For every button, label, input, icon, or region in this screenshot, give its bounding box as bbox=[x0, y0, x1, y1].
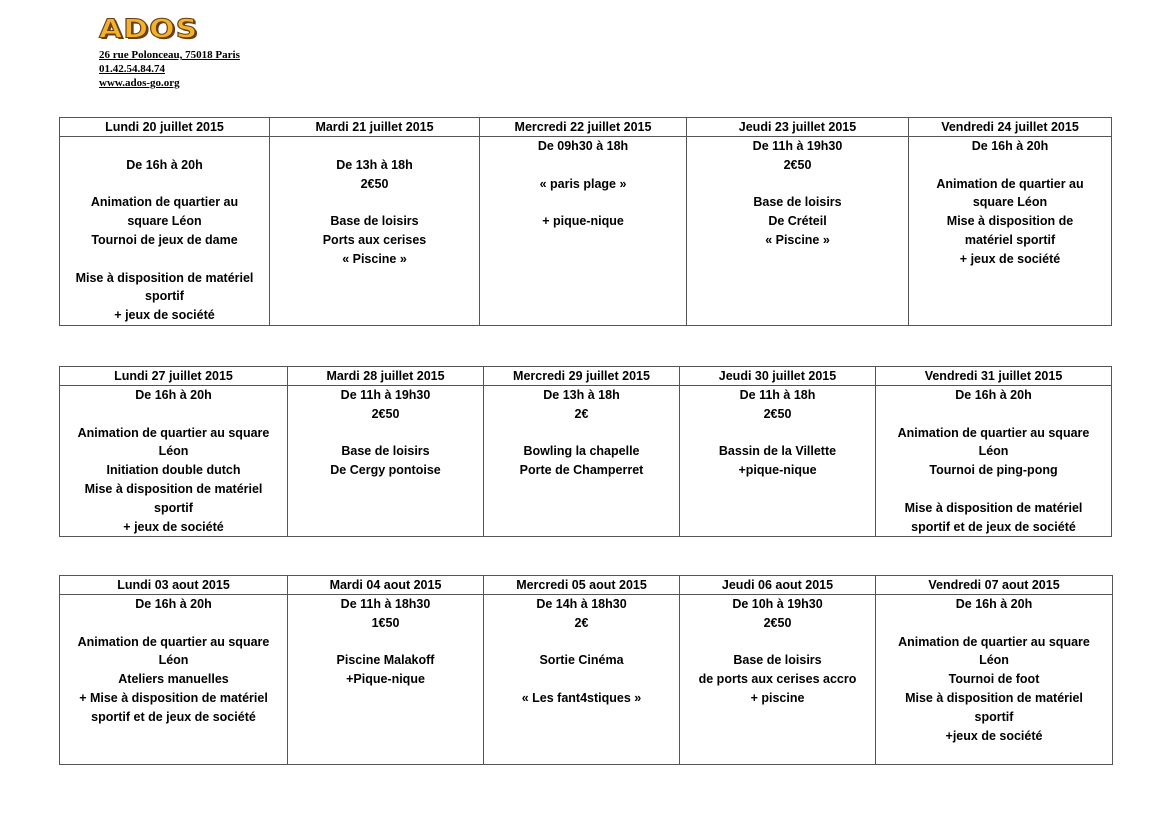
activity-line bbox=[488, 633, 675, 652]
page-header bbox=[99, 16, 240, 90]
website-link[interactable]: www.ados-go.org bbox=[99, 77, 180, 89]
activity-line: De 14h à 18h30 bbox=[536, 597, 627, 611]
day-header: Mercredi 05 aout 2015 bbox=[484, 576, 680, 595]
activity-line bbox=[64, 614, 283, 633]
activity-line: « paris plage » bbox=[539, 176, 627, 191]
week-table-3 bbox=[59, 575, 1113, 765]
activity-line: De 13h à 18h bbox=[336, 157, 413, 172]
activity-line bbox=[292, 424, 479, 443]
activity-line bbox=[292, 633, 479, 652]
activity-line: matériel sportif bbox=[964, 232, 1056, 247]
day-activities bbox=[60, 137, 270, 326]
activity-line: De 16h à 20h bbox=[955, 597, 1033, 611]
day-activities bbox=[60, 386, 288, 537]
activity-line: De 11h à 19h30 bbox=[340, 388, 431, 402]
activity-line: + jeux de société bbox=[959, 251, 1061, 266]
day-header: Lundi 20 juillet 2015 bbox=[60, 118, 270, 137]
activity-line bbox=[274, 137, 475, 156]
activity-line: De Créteil bbox=[768, 214, 827, 229]
activity-line bbox=[684, 633, 871, 652]
activity-line bbox=[488, 670, 675, 689]
activity-line: « Piscine » bbox=[342, 251, 407, 266]
week-header-row bbox=[60, 367, 1112, 386]
activity-line: 1€50 bbox=[371, 615, 400, 630]
activity-line bbox=[64, 250, 265, 269]
activity-line: 2€ bbox=[574, 406, 589, 421]
activity-line bbox=[880, 480, 1107, 499]
activity-line: Animation de quartier au square bbox=[77, 634, 270, 649]
day-activities bbox=[687, 137, 909, 326]
activity-line: De 13h à 18h bbox=[543, 388, 620, 402]
activity-line bbox=[684, 424, 871, 443]
activity-line: Base de loisirs bbox=[341, 444, 430, 459]
day-activities bbox=[270, 137, 480, 326]
activity-line: Sortie Cinéma bbox=[539, 653, 624, 668]
activity-line: Léon bbox=[978, 444, 1009, 459]
week-activities-row bbox=[60, 595, 1113, 765]
activity-line: Ateliers manuelles bbox=[118, 672, 229, 687]
activity-line bbox=[64, 405, 283, 424]
day-activities bbox=[484, 595, 680, 765]
activity-line: Bowling la chapelle bbox=[523, 444, 640, 459]
day-header: Mercredi 22 juillet 2015 bbox=[480, 118, 687, 137]
activity-line: 2€50 bbox=[763, 615, 792, 630]
activity-line: Animation de quartier au bbox=[936, 176, 1084, 191]
activity-line: De 09h30 à 18h bbox=[537, 139, 629, 153]
day-header: Jeudi 06 aout 2015 bbox=[680, 576, 876, 595]
activity-line bbox=[484, 156, 682, 175]
activity-line bbox=[691, 175, 904, 194]
day-header: Lundi 03 aout 2015 bbox=[60, 576, 288, 595]
week-table-1 bbox=[59, 117, 1112, 326]
activity-line: Léon bbox=[158, 444, 189, 459]
week-activities-row bbox=[60, 137, 1112, 326]
activity-line: Initiation double dutch bbox=[106, 463, 241, 478]
activity-line: + jeux de société bbox=[123, 519, 224, 534]
day-header: Jeudi 30 juillet 2015 bbox=[680, 367, 876, 386]
activity-line bbox=[274, 193, 475, 212]
day-header: Jeudi 23 juillet 2015 bbox=[687, 118, 909, 137]
activity-line: Base de loisirs bbox=[330, 214, 419, 229]
ados-logo: ADOS bbox=[99, 14, 199, 45]
activity-line: De 11h à 18h30 bbox=[340, 597, 431, 611]
activity-line bbox=[880, 614, 1108, 633]
day-activities bbox=[680, 595, 876, 765]
activity-line: +Pique-nique bbox=[346, 672, 425, 687]
activity-line: + pique-nique bbox=[542, 214, 624, 229]
activity-line bbox=[64, 137, 265, 156]
day-activities bbox=[909, 137, 1112, 326]
activity-line: Mise à disposition de matériel bbox=[904, 500, 1083, 515]
activity-line: + Mise à disposition de matériel bbox=[79, 690, 268, 705]
day-header: Lundi 27 juillet 2015 bbox=[60, 367, 288, 386]
activity-line: 2€ bbox=[574, 615, 589, 630]
activity-line bbox=[484, 193, 682, 212]
activity-line: Mise à disposition de bbox=[946, 214, 1074, 229]
activity-line: Base de loisirs bbox=[753, 195, 842, 210]
day-activities bbox=[288, 595, 484, 765]
activity-line: Ports aux cerises bbox=[322, 232, 427, 247]
activity-line: Porte de Champerret bbox=[519, 463, 644, 478]
activity-line: Animation de quartier au square bbox=[77, 425, 270, 440]
activity-line: Bassin de la Villette bbox=[718, 444, 837, 459]
activity-line: Mise à disposition de matériel bbox=[75, 270, 254, 285]
activity-line: 2€50 bbox=[763, 406, 792, 421]
activity-line: 2€50 bbox=[371, 406, 400, 421]
activity-line: square Léon bbox=[972, 195, 1048, 210]
activity-line: sportif bbox=[974, 709, 1014, 724]
activity-line: +jeux de société bbox=[945, 728, 1043, 743]
activity-line: Léon bbox=[979, 653, 1009, 668]
contact-block bbox=[99, 48, 240, 90]
day-activities bbox=[876, 386, 1112, 537]
day-header: Vendredi 31 juillet 2015 bbox=[876, 367, 1112, 386]
activity-line: De 16h à 20h bbox=[971, 139, 1049, 153]
activity-line: Tournoi de jeux de dame bbox=[91, 232, 238, 247]
activity-line: Mise à disposition de matériel bbox=[905, 690, 1083, 705]
activity-line: De 10h à 19h30 bbox=[732, 597, 823, 611]
day-header: Vendredi 24 juillet 2015 bbox=[909, 118, 1112, 137]
day-activities bbox=[60, 595, 288, 765]
day-header: Mardi 04 aout 2015 bbox=[288, 576, 484, 595]
activity-line: square Léon bbox=[127, 214, 202, 229]
activity-line: Animation de quartier au square bbox=[897, 425, 1090, 440]
activity-line: sportif et de jeux de société bbox=[91, 709, 256, 724]
day-activities bbox=[480, 137, 687, 326]
activity-line: De 16h à 20h bbox=[135, 597, 212, 611]
day-header: Mercredi 29 juillet 2015 bbox=[484, 367, 680, 386]
activity-line bbox=[913, 156, 1107, 175]
activity-line: sportif bbox=[145, 289, 184, 304]
activity-line: 2€50 bbox=[783, 157, 812, 172]
activity-line: de ports aux cerises accro bbox=[698, 672, 857, 687]
week-header-row bbox=[60, 576, 1113, 595]
activity-line: De 11h à 18h bbox=[739, 388, 816, 402]
activity-line bbox=[488, 424, 675, 443]
day-activities bbox=[288, 386, 484, 537]
activity-line: + jeux de société bbox=[114, 308, 215, 323]
activity-line: Base de loisirs bbox=[733, 653, 822, 668]
activity-line: De 16h à 20h bbox=[135, 388, 212, 402]
activity-line: + piscine bbox=[750, 690, 805, 705]
activity-line: Léon bbox=[158, 653, 189, 668]
day-header: Mardi 28 juillet 2015 bbox=[288, 367, 484, 386]
activity-line bbox=[64, 175, 265, 194]
day-header: Vendredi 07 aout 2015 bbox=[876, 576, 1113, 595]
activity-line: « Piscine » bbox=[765, 232, 830, 247]
activity-line: Tournoi de foot bbox=[948, 672, 1040, 687]
day-activities bbox=[484, 386, 680, 537]
activity-line: « Les fant4stiques » bbox=[521, 690, 642, 705]
day-activities bbox=[680, 386, 876, 537]
activity-line: De 16h à 20h bbox=[955, 388, 1032, 402]
phone-text: 01.42.54.84.74 bbox=[99, 63, 165, 75]
week-header-row bbox=[60, 118, 1112, 137]
activity-line: De 11h à 19h30 bbox=[752, 139, 843, 153]
activity-line: Animation de quartier au square bbox=[898, 634, 1090, 649]
activity-line: 2€50 bbox=[360, 176, 389, 191]
week-activities-row bbox=[60, 386, 1112, 537]
activity-line: De Cergy pontoise bbox=[330, 463, 441, 478]
activity-line: Piscine Malakoff bbox=[336, 653, 435, 668]
day-activities bbox=[876, 595, 1113, 765]
activity-line: Mise à disposition de matériel bbox=[84, 481, 263, 496]
activity-line: De 16h à 20h bbox=[126, 157, 203, 172]
activity-line bbox=[880, 405, 1107, 424]
activity-line: Tournoi de ping-pong bbox=[929, 463, 1058, 478]
week-table-2 bbox=[59, 366, 1112, 537]
activity-line: +pique-nique bbox=[738, 463, 817, 478]
activity-line: sportif et de jeux de société bbox=[911, 519, 1076, 534]
address-text: 26 rue Polonceau, 75018 Paris bbox=[99, 49, 240, 61]
activity-line: Animation de quartier au bbox=[90, 195, 239, 210]
day-header: Mardi 21 juillet 2015 bbox=[270, 118, 480, 137]
activity-line: sportif bbox=[154, 500, 193, 515]
